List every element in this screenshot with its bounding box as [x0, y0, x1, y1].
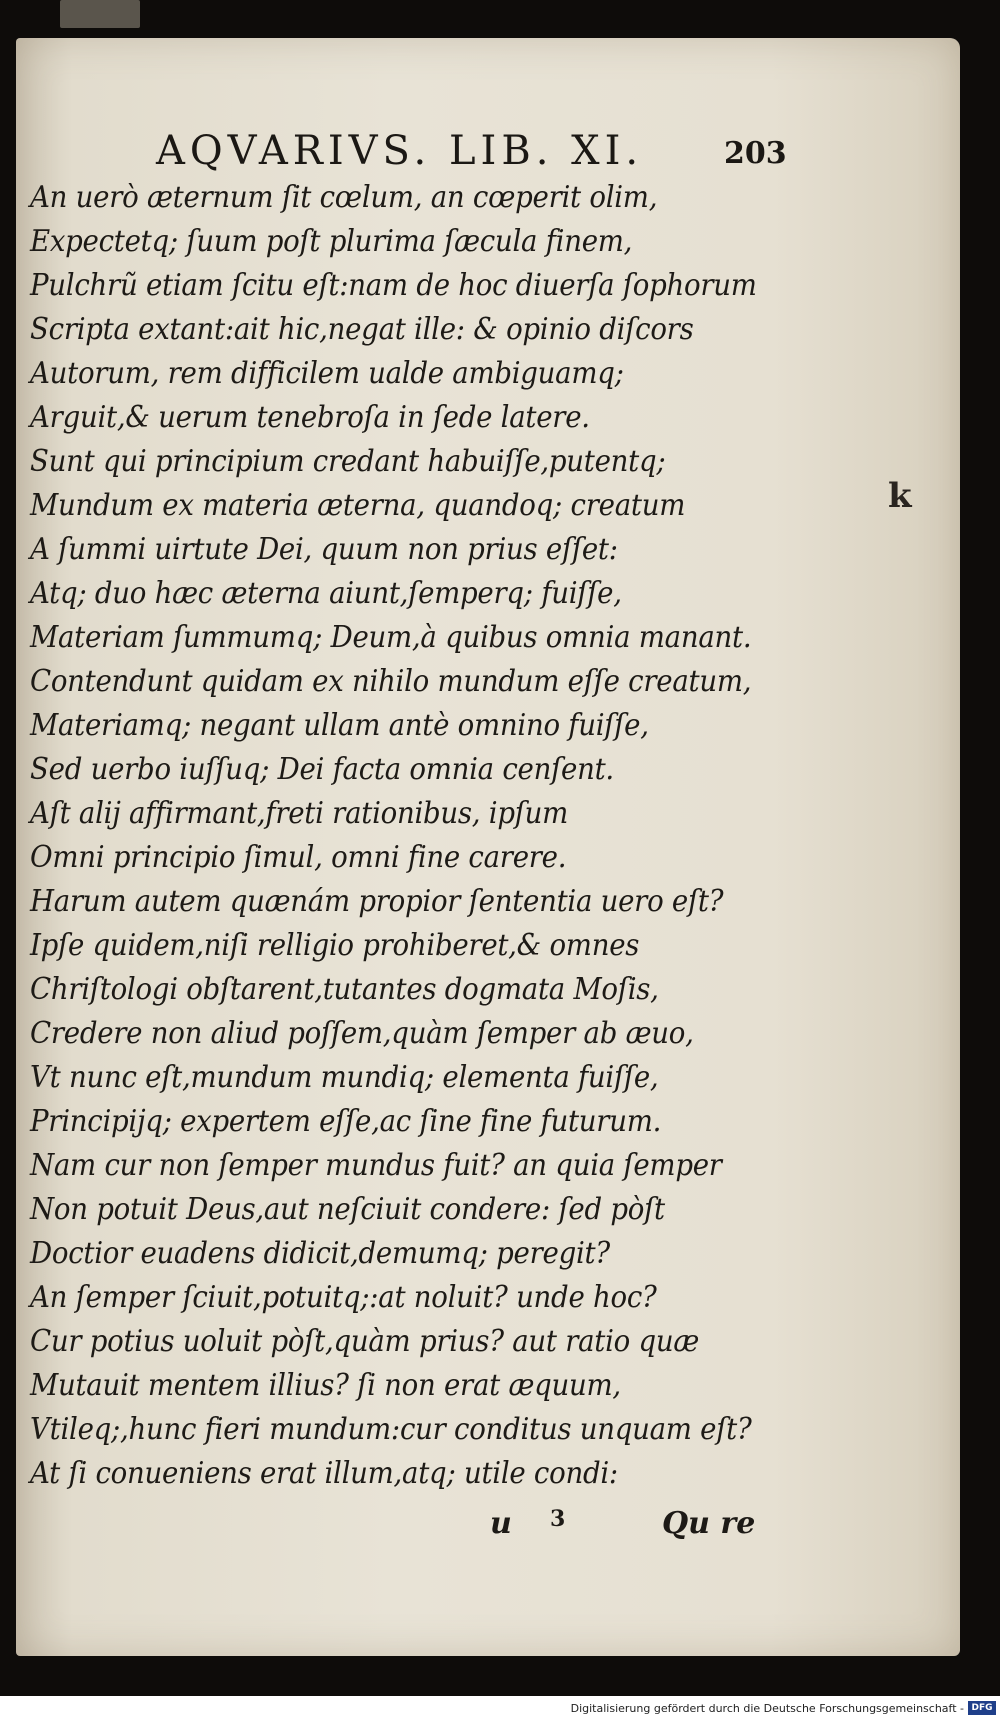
verse-line: Doctior euadens didicit,demumq; peregit? — [30, 1236, 610, 1271]
verse-list — [30, 176, 930, 1496]
verse-line: Harum autem quænám propior ſententia uero eſt? — [30, 884, 724, 919]
verse-line: Autorum, rem difficilem ualde ambiguamq; — [30, 356, 624, 391]
verse-line: Expectetq; ſuum poſt plurima ſæcula finem, — [30, 224, 633, 259]
verse-line: Mundum ex materia æterna, quandoq; creatum — [30, 488, 686, 523]
verse-line: Arguit,& uerum tenebroſa in ſede latere. — [30, 400, 590, 435]
verse-line: Credere non aliud poſſem,quàm ſemper ab æuo, — [30, 1016, 694, 1051]
verse-line: An ſemper ſciuit,potuitq;:at noluit? unde hoc? — [30, 1280, 657, 1315]
signature-number: 3 — [550, 1506, 566, 1532]
catchline — [490, 1506, 810, 1550]
verse-line: An uerò æternum ſit cœlum, an cœperit olim, — [30, 180, 658, 215]
verse-line: Non potuit Deus,aut neſciuit condere: ſed pòſt — [30, 1192, 665, 1227]
digitization-footer — [0, 1696, 1000, 1724]
verse-line: A ſummi uirtute Dei, quum non prius eſſet: — [30, 532, 618, 567]
verse-line: Omni principio ſimul, omni fine carere. — [30, 840, 567, 875]
book-edge-strip — [60, 0, 140, 28]
verse-line: Scripta extant:ait hic,negat ille: & opinio diſcors — [30, 312, 694, 347]
verse-line: Principijq; expertem eſſe,ac ſine fine futurum. — [30, 1104, 662, 1139]
verse-line: Cur potius uoluit pòſt,quàm prius? aut ratio quæ — [30, 1324, 700, 1359]
running-title: AQVARIVS. LIB. XI. — [156, 128, 644, 174]
verse-line: Chriſtologi obſtarent,tutantes dogmata Moſis, — [30, 972, 659, 1007]
verse-line: Pulchrũ etiam ſcitu eſt:nam de hoc diuerſa ſophorum — [30, 268, 757, 303]
margin-mark: k — [888, 476, 912, 516]
verse-line: Atq; duo hæc æterna aiunt,ſemperq; fuiſſe, — [30, 576, 622, 611]
verse-line: Mutauit mentem illius? ſi non erat æquum, — [30, 1368, 621, 1403]
verse-line: At ſi conueniens erat illum,atq; utile condi: — [30, 1456, 618, 1491]
verse-line: Materiamq; negant ullam antè omnino fuiſſe, — [30, 708, 649, 743]
verse-line: Ipſe quidem,niſi relligio prohiberet,& omnes — [30, 928, 640, 963]
catchword: Qu re — [662, 1506, 756, 1541]
verse-line: Contendunt quidam ex nihilo mundum eſſe creatum, — [30, 664, 752, 699]
verse-line: Sed uerbo iuſſuq; Dei facta omnia cenſent. — [30, 752, 614, 787]
dfg-logo: DFG — [968, 1701, 996, 1715]
page-header — [140, 104, 940, 174]
verse-line: Nam cur non ſemper mundus fuit? an quia ſemper — [30, 1148, 722, 1183]
signature-mark: u — [490, 1506, 512, 1541]
footer-credit: Digitalisierung gefördert durch die Deutsche Forschungsgemeinschaft - — [570, 1702, 964, 1715]
verse-line: Sunt qui principium credant habuiſſe,putentq; — [30, 444, 666, 479]
page-number: 203 — [724, 136, 787, 171]
verse-line: Vtileq;,hunc fieri mundum:cur conditus unquam eſt? — [30, 1412, 752, 1447]
verse-line: Aſt alij affirmant,freti rationibus, ipſum — [30, 796, 569, 831]
verse-line: Vt nunc eſt,mundum mundiq; elementa fuiſſe, — [30, 1060, 659, 1095]
verse-line: Materiam ſummumq; Deum,à quibus omnia manant. — [30, 620, 752, 655]
